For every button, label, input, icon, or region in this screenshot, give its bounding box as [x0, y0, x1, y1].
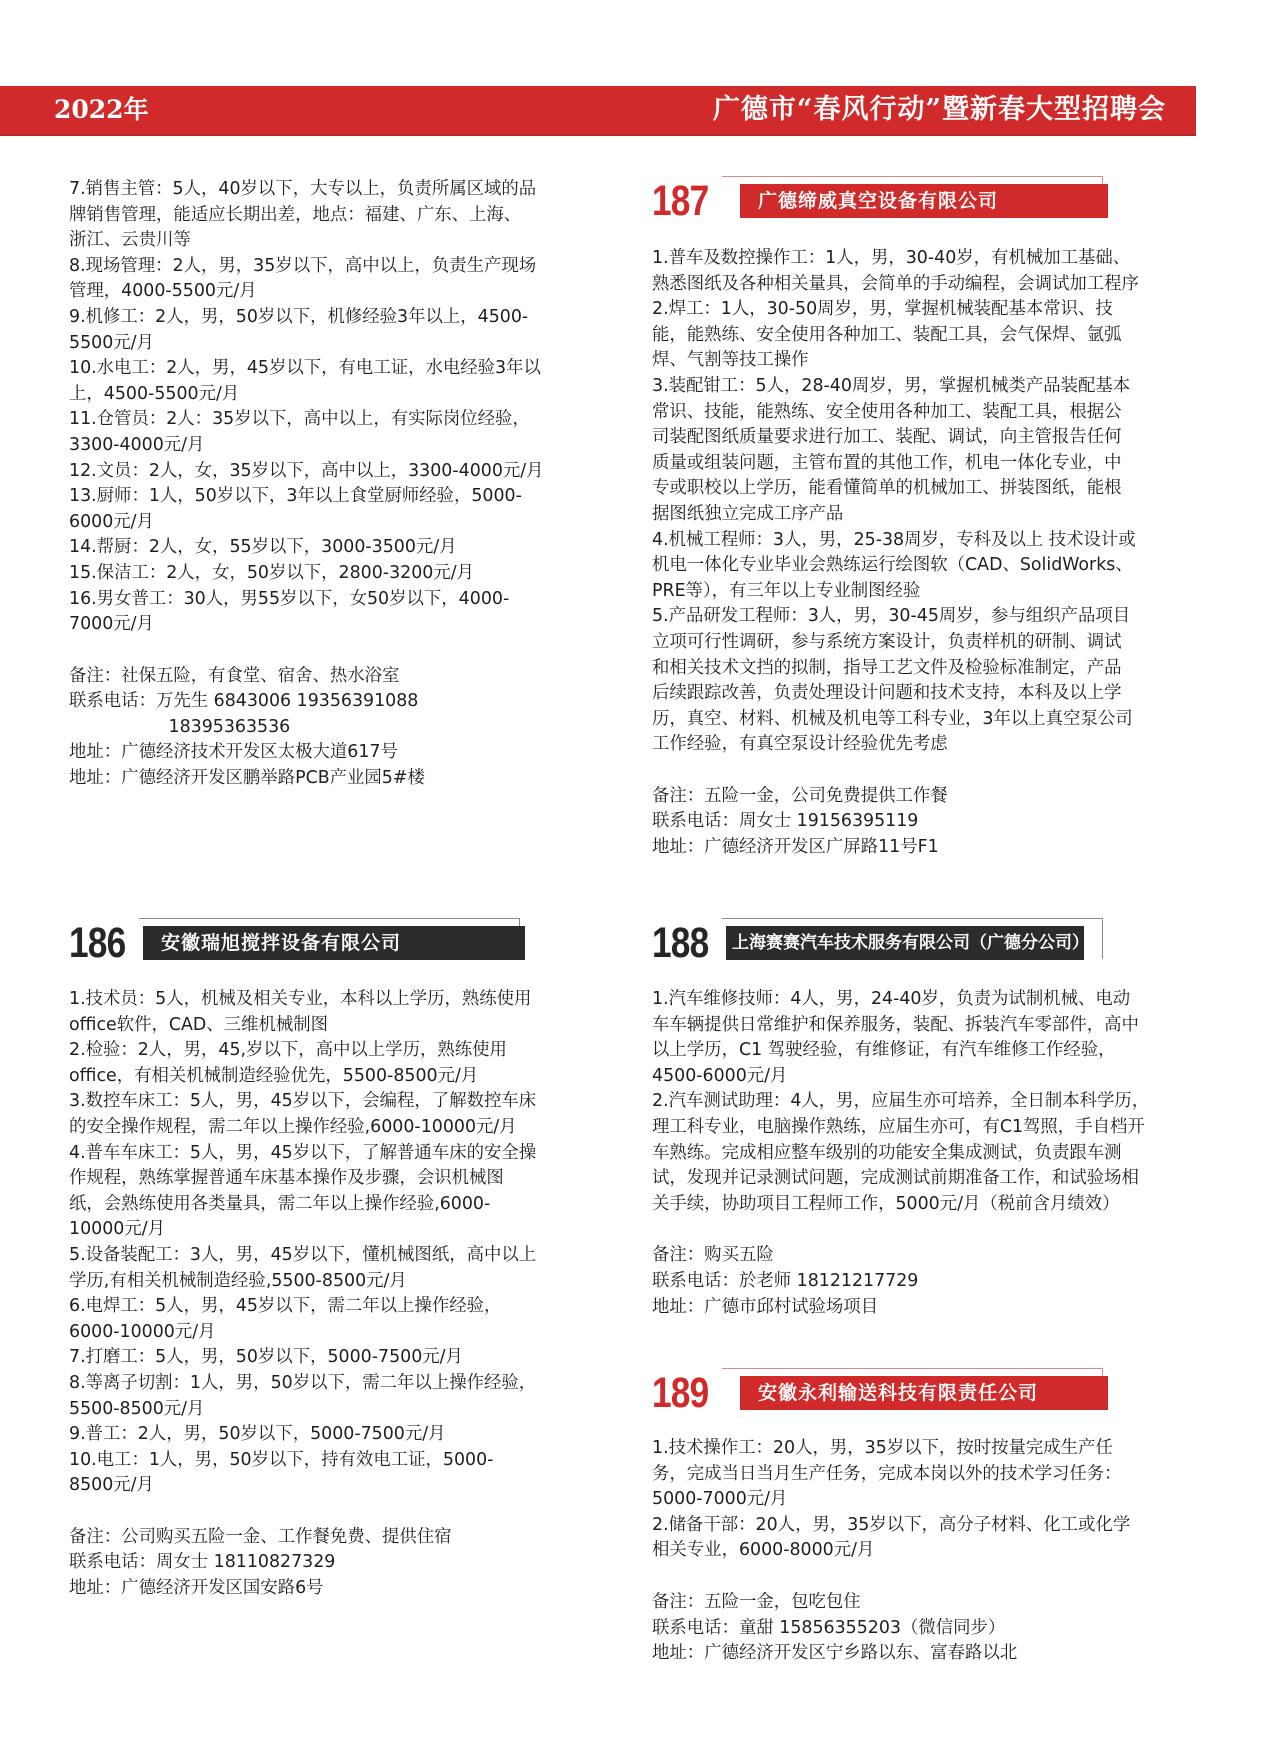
job-line: 后续跟踪改善，负责处理设计问题和技术支持，本科及以上学 — [652, 683, 1122, 704]
job-line: 1.技术操作工：20人，男，35岁以下，按时按量完成生产任 — [652, 1438, 1113, 1458]
job-line: 工作经验，有真空泵设计经验优先考虑 — [652, 734, 948, 755]
continued-listing — [69, 177, 614, 792]
job-line: 的安全操作规程，需二年以上操作经验,6000-10000元/月 — [69, 1116, 517, 1137]
job-line: 3300-4000元/月 — [69, 434, 205, 455]
company-name: 广德缔威真空设备有限公司 — [740, 184, 1108, 218]
job-line: 9.机修工：2人，男，50岁以下，机修经验3年以上，4500- — [69, 306, 529, 327]
contact-phone: 联系电话：於老师 18121217729 — [652, 1270, 919, 1291]
job-line: 8.等离子切割：1人，男，50岁以下，需二年以上操作经验， — [69, 1372, 537, 1393]
job-line: 11.仓管员：2人：35岁以下，高中以上，有实际岗位经验， — [69, 409, 530, 430]
job-line: 相关专业，6000-8000元/月 — [652, 1540, 875, 1561]
continued-job-lines — [69, 177, 614, 638]
job-line: 5000-7000元/月 — [652, 1489, 788, 1510]
address: 地址：广德经济技术开发区太极大道617号 — [69, 742, 398, 763]
job-line: 8500元/月 — [69, 1475, 154, 1496]
job-line: 15.保洁工：2人，女，50岁以下，2800-3200元/月 — [69, 562, 474, 583]
job-line: 5.产品研发工程师：3人，男，30-45周岁，参与组织产品项目 — [652, 606, 1131, 627]
job-line: 关手续，协助项目工程师工作，5000元/月（税前含月绩效） — [652, 1193, 1120, 1214]
benefits-note: 备注：社保五险，有食堂、宿舍、热水浴室 — [69, 665, 400, 686]
job-line: 3.装配钳工：5人，28-40周岁，男，掌握机械类产品装配基本 — [652, 375, 1131, 396]
job-line: office，有相关机械制造经验优先，5500-8500元/月 — [69, 1065, 479, 1086]
job-line: 4.机械工程师：3人，男，25-38周岁，专科及以上 技术设计或 — [652, 529, 1136, 550]
company-187-listing — [652, 246, 1197, 861]
job-line: 纸，会熟练使用各类量具，需二年以上操作经验,6000- — [69, 1193, 491, 1214]
job-line: 试，发现并记录测试问题，完成测试前期准备工作，和试验场相 — [652, 1168, 1139, 1189]
job-line: 5500-8500元/月 — [69, 1398, 205, 1419]
job-line: 2.检验：2人，男，45,岁以下，高中以上学历，熟练使用 — [69, 1040, 507, 1061]
job-line: 历，真空、材料、机械及机电等工科专业，3年以上真空泵公司 — [652, 708, 1133, 729]
company-number: 188 — [652, 919, 709, 967]
job-line: 2.焊工：1人，30-50周岁，男，掌握机械装配基本常识、技 — [652, 299, 1113, 320]
job-line: 5.设备装配工：3人，男，45岁以下，懂机械图纸，高中以上 — [69, 1244, 537, 1265]
job-line: 10.水电工：2人，男，45岁以下，有电工证，水电经验3年以 — [69, 358, 541, 379]
job-line: 以上学历，C1 驾驶经验，有维修证，有汽车维修工作经验， — [652, 1040, 1116, 1061]
job-line: 6000-10000元/月 — [69, 1321, 216, 1342]
job-line: 16.男女普工：30人，男55岁以下，女50岁以下，4000- — [69, 588, 510, 609]
job-line: 车熟练。完成相应整车级别的功能安全集成测试，负责跟车测 — [652, 1142, 1122, 1163]
job-line: 熟悉图纸及各种相关量具，会简单的手动编程，会调试加工程序 — [652, 273, 1139, 294]
job-line: 据图纸独立完成工序产品 — [652, 503, 844, 524]
job-line: 7.打磨工：5人，男，50岁以下，5000-7500元/月 — [69, 1347, 463, 1368]
contact-phone-extra: 18395363536 — [69, 716, 291, 737]
address: 地址：广德经济开发区宁乡路以东、富春路以北 — [652, 1643, 1018, 1664]
benefits-note: 备注：五险一金，公司免费提供工作餐 — [652, 785, 948, 806]
company-188-listing — [652, 987, 1197, 1320]
job-line: 理工科专业，电脑操作熟练，应届生亦可，有C1驾照，手自档开 — [652, 1116, 1145, 1137]
company-number: 186 — [69, 919, 126, 967]
job-line: 管理，4000-5500元/月 — [69, 281, 257, 302]
benefits-note: 备注：五险一金，包吃包住 — [652, 1591, 861, 1612]
address: 地址：广德经济开发区广屏路11号F1 — [652, 837, 939, 858]
job-line: 上，4500-5500元/月 — [69, 383, 240, 404]
job-line: 4500-6000元/月 — [652, 1065, 788, 1086]
company-header-187 — [652, 177, 1107, 225]
job-line: 1.技术员：5人，机械及相关专业，本科以上学历，熟练使用 — [69, 989, 532, 1009]
job-line: 能，能熟练、安全使用各种加工、装配工具，会气保焊、氩弧 — [652, 324, 1122, 345]
address: 地址：广德经济开发区鹏举路PCB产业园5#楼 — [69, 768, 425, 789]
job-line: 6.电焊工：5人，男，45岁以下，需二年以上操作经验， — [69, 1296, 502, 1317]
job-line: 5500元/月 — [69, 332, 154, 353]
company-name: 安徽瑞旭搅拌设备有限公司 — [143, 926, 525, 960]
job-line: 常识、技能，能熟练、安全使用各种加工、装配工具，根据公 — [652, 401, 1122, 422]
job-line: 7000元/月 — [69, 614, 154, 635]
job-line: 6000元/月 — [69, 511, 154, 532]
page-header-band — [0, 86, 1196, 134]
job-line: 焊、气割等技工操作 — [652, 350, 809, 371]
job-line: PRE等），有三年以上专业制图经验 — [652, 580, 921, 601]
contact-phone: 联系电话：童甜 15856355203（微信同步） — [652, 1617, 1006, 1638]
job-line: 10.电工：1人，男，50岁以下，持有效电工证，5000- — [69, 1449, 494, 1470]
address: 地址：广德市邱村试验场项目 — [652, 1296, 879, 1317]
job-line: 9.普工：2人，男，50岁以下，5000-7500元/月 — [69, 1424, 446, 1445]
job-line: 13.厨师：1人，50岁以下，3年以上食堂厨师经验，5000- — [69, 486, 522, 507]
contact-phone: 联系电话：万先生 6843006 19356391088 — [69, 691, 419, 712]
job-line: 和相关技术文挡的拟制，指导工艺文件及检验标准制定，产品 — [652, 657, 1122, 678]
contact-phone: 联系电话：周女士 18110827329 — [69, 1552, 336, 1573]
job-line: 2.汽车测试助理：4人，男，应届生亦可培养，全日制本科学历， — [652, 1091, 1150, 1112]
job-line: 务，完成当日当月生产任务，完成本岗以外的技术学习任务： — [652, 1463, 1122, 1484]
job-line: 浙江、云贵川等 — [69, 230, 191, 251]
job-line: 14.帮厨：2人，女，55岁以下，3000-3500元/月 — [69, 537, 457, 558]
header-title: 广德市“春风行动”暨新春大型招聘会 — [712, 94, 1166, 125]
company-186-listing — [69, 987, 614, 1602]
job-line: 牌销售管理，能适应长期出差，地点：福建、广东、上海、 — [69, 204, 522, 225]
job-line: 3.数控车床工：5人，男，45岁以下，会编程，了解数控车床 — [69, 1091, 537, 1112]
contact-phone: 联系电话：周女士 19156395119 — [652, 811, 919, 832]
job-line: 12.文员：2人，女，35岁以下，高中以上，3300-4000元/月 — [69, 460, 544, 481]
job-line: 1.普车及数控操作工：1人，男，30-40岁，有机械加工基础、 — [652, 248, 1131, 268]
company-name: 安徽永利输送科技有限责任公司 — [740, 1376, 1108, 1410]
continued-notes — [69, 664, 614, 792]
job-line: 7.销售主管：5人，40岁以下，大专以上，负责所属区域的品 — [69, 179, 537, 199]
job-line: 作规程，熟练掌握普通车床基本操作及步骤，会识机械图 — [69, 1168, 504, 1189]
benefits-note: 备注：公司购买五险一金、工作餐免费、提供住宿 — [69, 1526, 452, 1547]
job-line: 1.汽车维修技师：4人，男，24-40岁，负责为试制机械、电动 — [652, 989, 1131, 1009]
company-name: 上海赛赛汽车技术服务有限公司（广德分公司） — [726, 926, 1084, 960]
header-year: 2022年 — [54, 95, 149, 124]
job-line: 专或职校以上学历，能看懂简单的机械加工、拼装图纸，能根 — [652, 478, 1122, 499]
job-line: 10000元/月 — [69, 1219, 165, 1240]
company-number: 187 — [652, 177, 709, 225]
job-line: 质量或组装问题，主管布置的其他工作，机电一体化专业，中 — [652, 452, 1122, 473]
company-189-listing — [652, 1436, 1197, 1667]
benefits-note: 备注：购买五险 — [652, 1245, 774, 1266]
company-header-188 — [652, 919, 1107, 967]
job-line: 8.现场管理：2人，男，35岁以下，高中以上，负责生产现场 — [69, 255, 537, 276]
address: 地址：广德经济开发区国安路6号 — [69, 1578, 324, 1599]
job-line: office软件，CAD、三维机械制图 — [69, 1014, 329, 1035]
job-line: 立项可行性调研，参与系统方案设计，负责样机的研制、调试 — [652, 631, 1122, 652]
job-line: 机电一体化专业毕业会熟练运行绘图软（CAD、SolidWorks、 — [652, 555, 1133, 576]
company-header-189 — [652, 1369, 1107, 1417]
job-line: 司装配图纸质量要求进行加工、装配、调试，向主管报告任何 — [652, 427, 1122, 448]
company-header-186 — [69, 919, 524, 967]
company-number: 189 — [652, 1369, 709, 1417]
job-line: 2.储备干部：20人，男，35岁以下，高分子材料、化工或化学 — [652, 1514, 1131, 1535]
job-line: 车车辆提供日常维护和保养服务，装配、拆装汽车零部件，高中 — [652, 1014, 1139, 1035]
job-line: 4.普车车床工：5人，男，45岁以下，了解普通车床的安全操 — [69, 1142, 537, 1163]
job-line: 学历,有相关机械制造经验,5500-8500元/月 — [69, 1270, 407, 1291]
